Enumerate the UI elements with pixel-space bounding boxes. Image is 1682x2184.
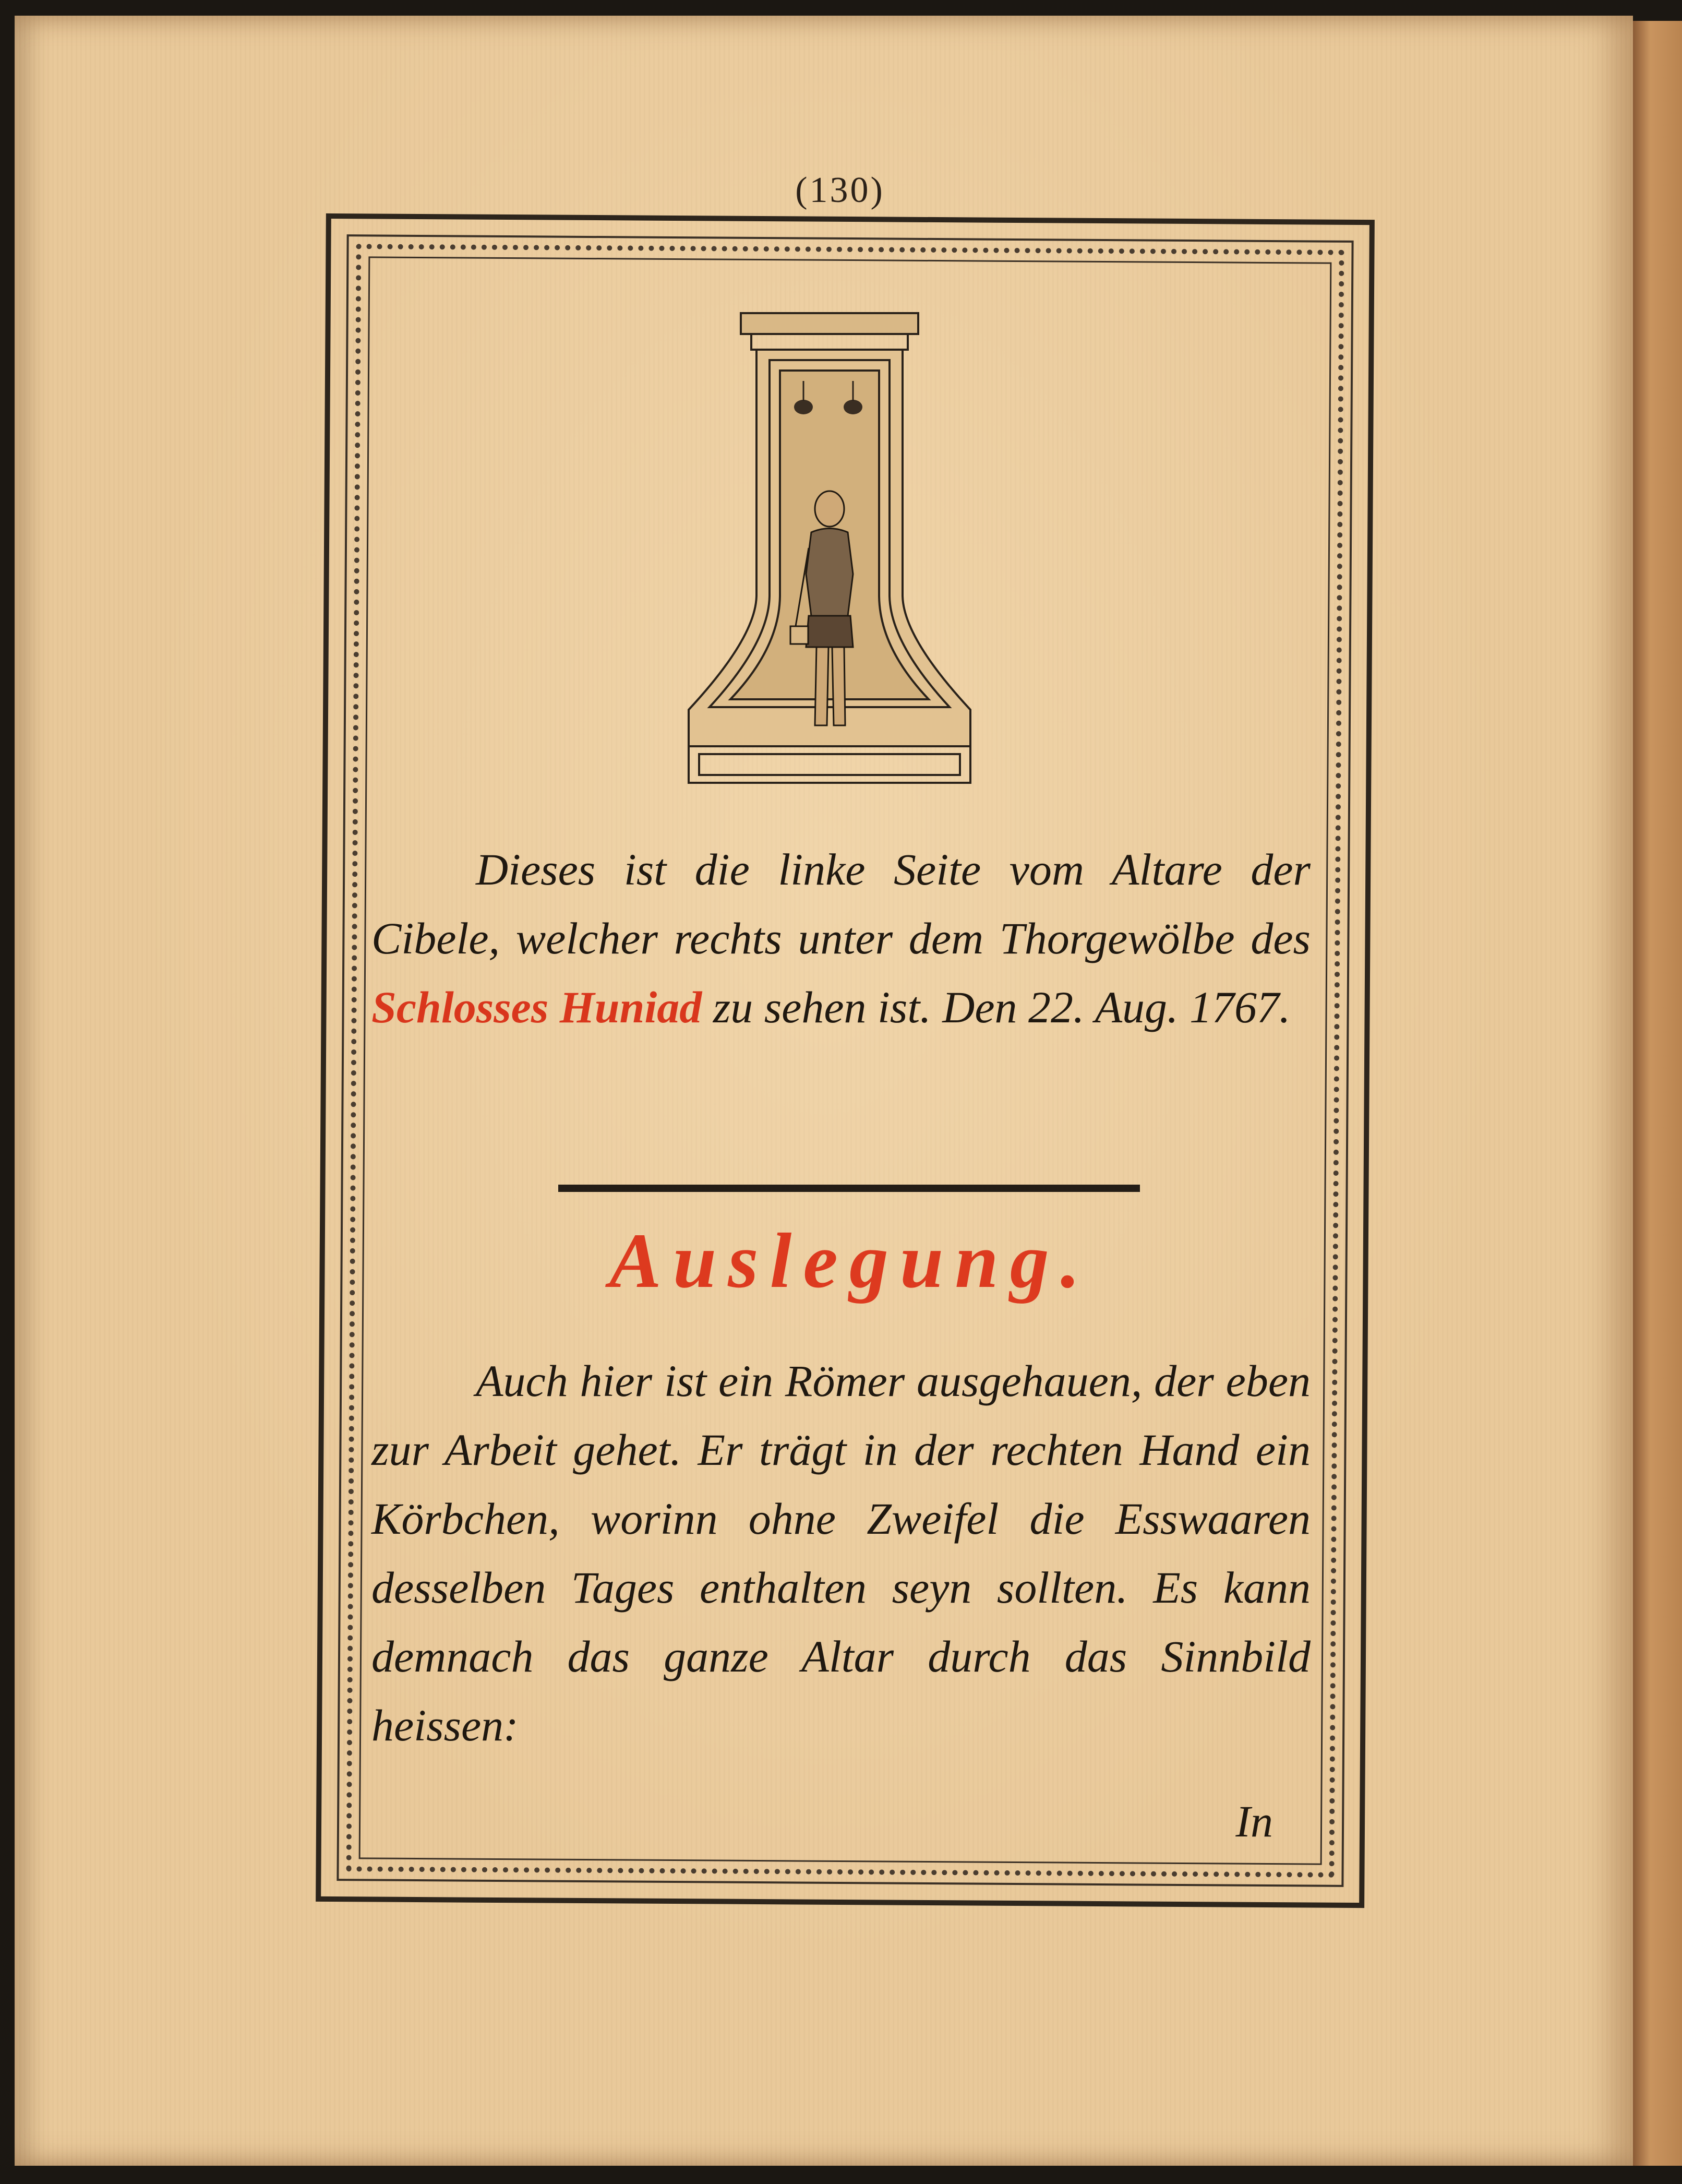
- section-divider: [558, 1185, 1140, 1192]
- caption-highlight: Schlosses Huniad: [371, 982, 702, 1032]
- body-text: Auch hier ist ein Römer ausgehauen, der eben zur Arbeit gehet. Er trägt in der rechten Hand ein Körbchen, worinn ohne Zweifel die Esswaaren desselben Tages enthalten seyn sollten. Es kann demnach das ganze Altar durch das Sinnbild heissen:: [371, 1356, 1311, 1750]
- next-page-edge: [1633, 21, 1682, 2166]
- caption-text-after: zu sehen ist. Den 22. Aug. 1767.: [702, 982, 1291, 1032]
- section-heading: Auslegung.: [609, 1218, 1092, 1304]
- catchword: In: [1235, 1796, 1273, 1846]
- caption-text-before: Dieses ist die linke Seite vom Altare der Cibele, welcher rechts unter dem Thorgewölbe des: [371, 844, 1311, 963]
- page-number: (130): [795, 170, 885, 210]
- caption-paragraph: [371, 835, 1311, 1042]
- altar-engraving: [678, 303, 981, 835]
- body-paragraph: [371, 1346, 1311, 1760]
